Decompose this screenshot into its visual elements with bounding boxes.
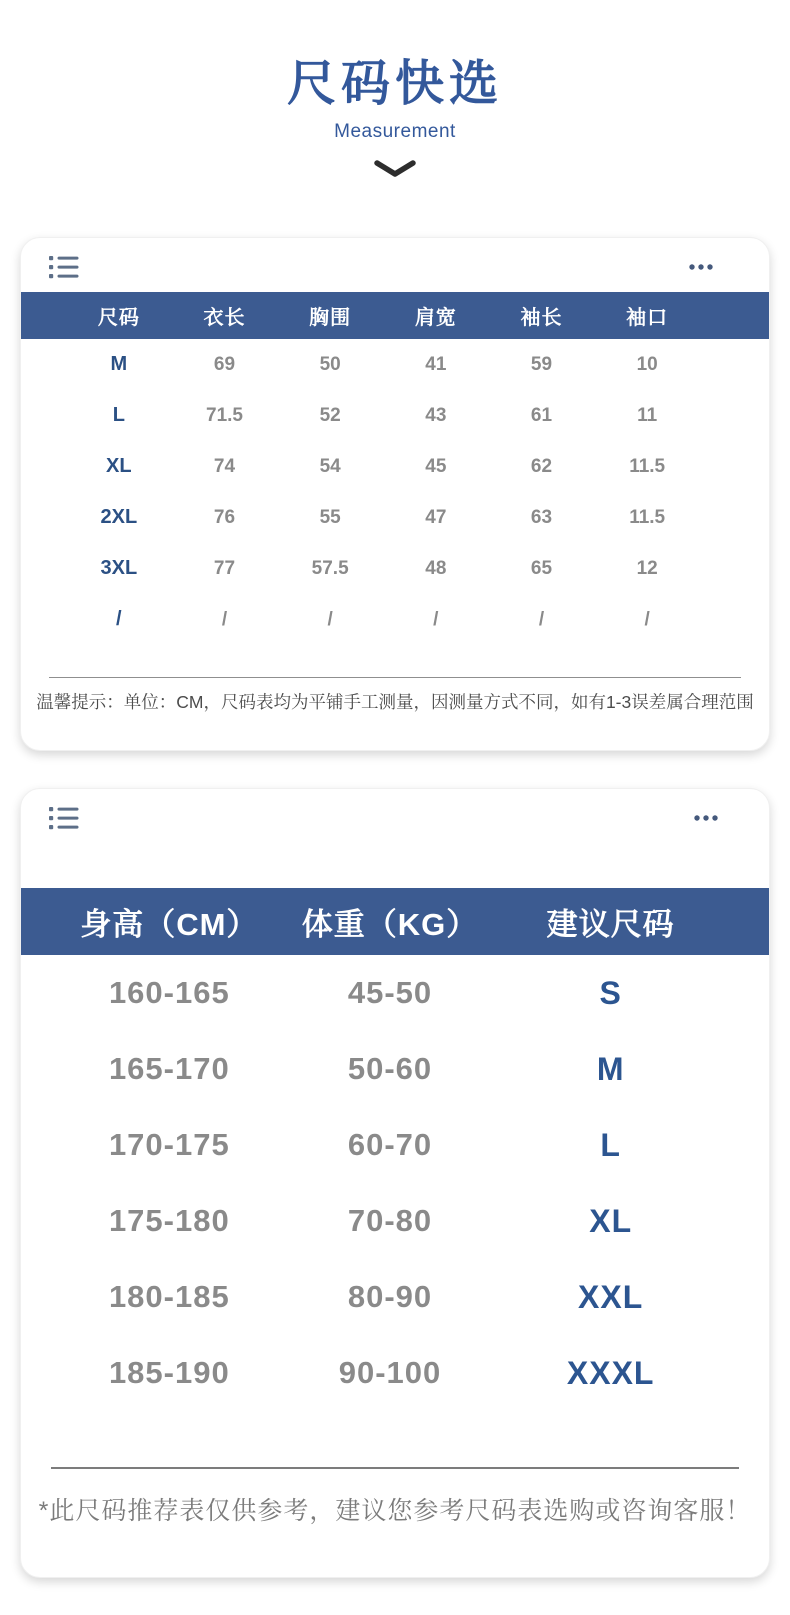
cell: 57.5 (311, 557, 349, 579)
cell: 90-100 (338, 1355, 442, 1390)
column-header-shoulder: 肩宽 (414, 307, 457, 329)
title-block (0, 0, 790, 179)
page-subtitle: Measurement (334, 121, 456, 142)
column-header-cuff: 袖口 (626, 307, 669, 329)
cell: XXL (578, 1278, 644, 1315)
table-row (21, 492, 769, 543)
recommend-table-card (20, 788, 770, 1578)
chevron-down-icon (0, 159, 790, 179)
recommend-table-card-top (21, 789, 769, 888)
cell: 45-50 (347, 975, 433, 1010)
recommend-table-header-row (21, 888, 769, 955)
size-table-card (20, 237, 770, 751)
cell: 77 (213, 557, 236, 579)
table-row (21, 1183, 769, 1259)
cell: XXXL (566, 1354, 655, 1391)
table-row (21, 1031, 769, 1107)
cell: XL (589, 1202, 633, 1239)
cell: 54 (319, 455, 341, 477)
cell: 70-80 (347, 1203, 433, 1238)
table-row (21, 339, 769, 390)
cell: / (433, 608, 439, 630)
cell: 160-165 (108, 975, 230, 1010)
cell: 50-60 (347, 1051, 433, 1086)
column-header-weight: 体重（KG） (301, 907, 479, 942)
table-row (21, 594, 769, 645)
column-header-sleeve: 袖长 (520, 307, 563, 329)
page-title: 尺码快选 (286, 57, 503, 111)
cell: L (112, 404, 125, 426)
cell: 55 (319, 506, 341, 528)
cell: 170-175 (108, 1127, 230, 1162)
column-header-size: 尺码 (97, 307, 140, 329)
cell: 69 (213, 353, 236, 375)
column-header-chest: 胸围 (309, 307, 352, 329)
table-row (21, 1107, 769, 1183)
cell: 76 (213, 506, 236, 528)
cell: XL (106, 455, 132, 477)
size-table-note: 温馨提示：单位：CM，尺码表均为平铺手工测量，因测量方式不同，如有1-3误差属合理范围 (36, 692, 754, 712)
cell: 11.5 (629, 506, 666, 528)
column-header-suggested-size: 建议尺码 (546, 907, 675, 942)
cell: / (327, 608, 333, 630)
cell: 65 (530, 557, 553, 579)
cell: 48 (425, 557, 447, 579)
cell: 12 (636, 557, 658, 579)
cell: 74 (213, 455, 236, 477)
cell: 80-90 (347, 1279, 433, 1314)
cell: 43 (425, 404, 447, 426)
cell: 71.5 (206, 404, 243, 426)
table-row (21, 955, 769, 1031)
recommend-table-note: *此尺码推荐表仅供参考，建议您参考尺码表选购或咨询客服！ (38, 1497, 752, 1525)
table-row (21, 543, 769, 594)
cell: / (644, 608, 650, 630)
cell: 10 (636, 353, 658, 375)
cell: 165-170 (108, 1051, 230, 1086)
cell: 59 (530, 353, 553, 375)
size-table-card-top (21, 238, 769, 292)
table-row (21, 441, 769, 492)
cell: 47 (425, 506, 447, 528)
cell: 52 (319, 404, 341, 426)
cell: 2XL (100, 506, 138, 528)
cell: M (596, 1050, 625, 1087)
cell: 11.5 (629, 455, 666, 477)
cell: S (599, 974, 622, 1011)
cell: 41 (425, 353, 447, 375)
size-table-header-row (21, 292, 769, 339)
table-row (21, 1335, 769, 1411)
cell: 50 (319, 353, 341, 375)
cell: / (221, 608, 228, 630)
table-row (21, 1259, 769, 1335)
cell: L (600, 1126, 621, 1163)
cell: 185-190 (108, 1355, 230, 1390)
cell: 3XL (100, 557, 138, 579)
table-row (21, 390, 769, 441)
cell: 11 (637, 404, 658, 426)
column-header-height: 身高（CM） (80, 907, 259, 942)
cell: M (110, 353, 128, 375)
cell: 61 (530, 404, 553, 426)
cell: 63 (530, 506, 553, 528)
more-icon (688, 263, 714, 271)
cell: / (116, 608, 122, 630)
column-header-length: 衣长 (203, 307, 246, 329)
more-icon (693, 814, 719, 822)
cell: 175-180 (108, 1203, 230, 1238)
list-icon (49, 254, 79, 280)
cell: 60-70 (347, 1127, 433, 1162)
cell: 180-185 (108, 1279, 230, 1314)
cell: 45 (425, 455, 447, 477)
list-icon (49, 805, 79, 831)
cell: 62 (530, 455, 553, 477)
cell: / (538, 608, 545, 630)
